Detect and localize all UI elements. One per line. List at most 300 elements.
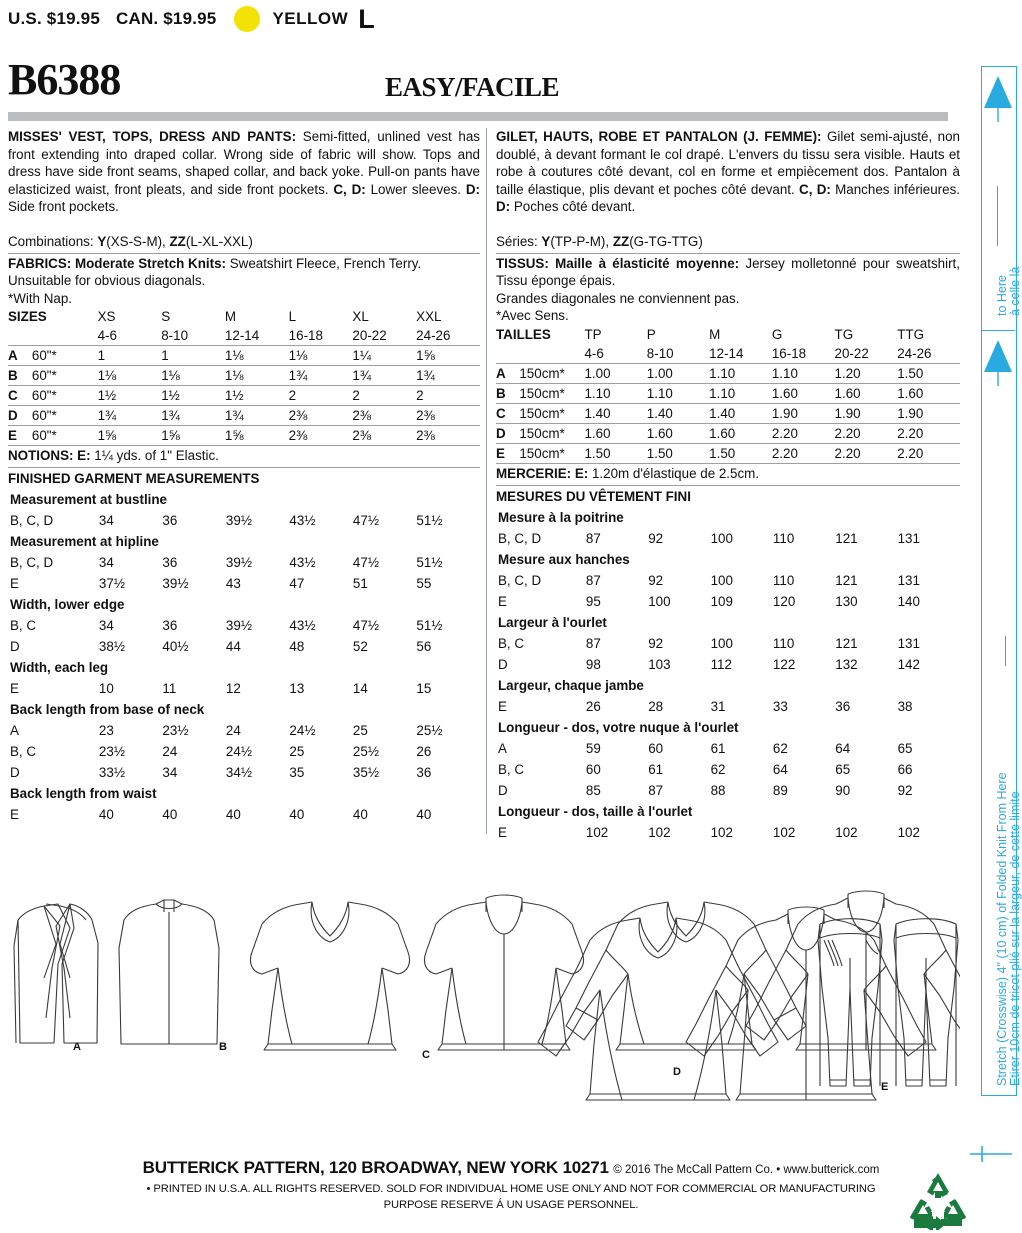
measure-value: 102: [772, 824, 796, 840]
fabric-width: 150cm*: [519, 383, 584, 403]
table-row: [496, 443, 960, 463]
size-name-5: TTG: [897, 326, 924, 342]
yardage-value: 2.20: [835, 423, 898, 443]
table-row: [10, 721, 478, 740]
size-number-5: 24-26: [416, 326, 480, 346]
yardage-value: 1.00: [584, 363, 646, 383]
measure-value: 35½: [352, 765, 379, 781]
combinations-label: Combinations:: [8, 233, 98, 249]
combo-y-code: Y: [541, 233, 551, 249]
measure-value: 64: [835, 740, 851, 756]
french-fgm-title: MESURES DU VÊTEMENT FINI: [496, 488, 691, 504]
recycle-icon: [908, 1172, 968, 1230]
measure-value: 36: [162, 555, 178, 571]
fabric-width: 60"*: [32, 386, 98, 406]
measure-value: 51½: [416, 555, 443, 571]
measure-value: 43½: [289, 513, 316, 529]
measure-value: 51: [352, 576, 368, 592]
french-fm-body: [498, 508, 958, 842]
measure-value: 39½: [225, 618, 252, 634]
column-divider: [486, 128, 487, 834]
size-name-2: M: [224, 309, 237, 325]
measure-value: 36: [835, 698, 851, 714]
stretch-arrow-up-mid-icon: [983, 338, 1013, 386]
measure-group-title: Largeur, chaque jambe: [498, 677, 644, 693]
measure-value: 23½: [162, 723, 189, 739]
stretch-arrow-up-top-icon: [983, 74, 1013, 122]
measure-value: 23½: [98, 744, 125, 760]
measure-value: 40½: [162, 639, 189, 655]
english-fabrics: [8, 255, 480, 273]
yardage-value: 1⅛: [225, 366, 289, 386]
combo-zz-sizes: (G-TG-TTG): [629, 233, 703, 249]
copyright-and-website: © 2016 The McCall Pattern Co. • www.butterick.com: [613, 1164, 880, 1176]
yardage-value: 1.40: [584, 403, 646, 423]
size-number-0: 4-6: [584, 344, 646, 364]
english-notions: [8, 446, 480, 465]
page-title: B6388: [8, 55, 121, 104]
row-label: B, C, D: [498, 572, 542, 588]
spacer: [8, 216, 480, 233]
table-row: [496, 423, 960, 443]
yardage-value: 1.10: [772, 363, 835, 383]
table-row: [496, 403, 960, 423]
yardage-value: 1¾: [225, 406, 289, 426]
measure-value: 40: [289, 807, 305, 823]
measure-group-title-row: [10, 658, 478, 677]
row-label: A: [498, 740, 507, 756]
yardage-value: 1⅛: [98, 366, 162, 386]
measure-value: 51½: [416, 513, 443, 529]
french-combinations: [496, 233, 960, 251]
row-label: E: [10, 681, 19, 697]
yardage-value: 1¾: [289, 366, 353, 386]
measure-value: 26: [585, 698, 601, 714]
french-column: [496, 128, 960, 844]
yardage-value: 1½: [225, 386, 289, 406]
rule: [496, 253, 960, 254]
view-letter: D: [496, 423, 519, 443]
measure-value: 66: [897, 761, 913, 777]
combo-y-code: Y: [97, 233, 107, 249]
row-label: E: [498, 593, 507, 609]
yardage-header-numbers: [496, 344, 960, 364]
yardage-value: 1.10: [584, 383, 646, 403]
measure-value: 102: [710, 824, 733, 840]
row-label: D: [498, 782, 508, 798]
yardage-value: 1.00: [647, 363, 709, 383]
view-letter: E: [496, 443, 519, 463]
measure-value: 52: [352, 639, 368, 655]
fabric-width: 60"*: [32, 426, 98, 446]
view-label-a: A: [73, 1041, 81, 1053]
measure-value: 39½: [225, 513, 252, 529]
yardage-value: 1.60: [772, 383, 835, 403]
stretch-gauge-midline: [981, 330, 1015, 331]
measure-value: 90: [835, 782, 851, 798]
combo-zz-code: ZZ: [169, 233, 186, 249]
french-notions: [496, 464, 960, 483]
notions-text: 1¼ yds. of 1" Elastic.: [90, 448, 219, 464]
yardage-value: 2⅜: [416, 406, 480, 426]
measure-group-title-row: [498, 550, 958, 569]
table-row: [8, 346, 480, 366]
notions-label: MERCERIE: E:: [496, 465, 589, 481]
measure-group-title: Longueur - dos, votre nuque à l'ourlet: [498, 719, 739, 735]
drawing-view-e-back: [894, 919, 958, 1086]
french-description: [496, 128, 960, 216]
measure-value: 61: [648, 761, 664, 777]
yardage-value: 1⅛: [289, 346, 353, 366]
english-column: [8, 128, 480, 826]
measure-value: 140: [897, 593, 920, 609]
measure-value: 87: [648, 782, 664, 798]
size-number-3: 16-18: [772, 344, 835, 364]
table-row: [10, 763, 478, 782]
view-letter: E: [8, 426, 32, 446]
price-bar: [8, 3, 375, 34]
table-row: [10, 679, 478, 698]
measure-value: 48: [289, 639, 305, 655]
french-view-d: D:: [496, 199, 511, 215]
view-letter: B: [8, 366, 32, 386]
yardage-value: 1⅛: [161, 366, 225, 386]
measure-group-title: Back length from waist: [10, 786, 157, 802]
french-views-cd: C, D:: [799, 181, 831, 197]
table-row: [10, 553, 478, 572]
measure-value: 25: [289, 744, 305, 760]
english-description-title: MISSES' VEST, TOPS, DRESS AND PANTS:: [8, 129, 297, 144]
yardage-value: 2.20: [897, 443, 960, 463]
view-label-d: D: [673, 1066, 681, 1078]
measure-value: 89: [772, 782, 788, 798]
rule: [8, 467, 480, 468]
size-number-1: 8-10: [161, 326, 225, 346]
english-view-d: D:: [465, 181, 480, 197]
measure-value: 23: [98, 723, 114, 739]
yardage-value: 1.60: [835, 383, 898, 403]
yardage-value: 1.50: [584, 443, 646, 463]
measure-group-title-row: [498, 676, 958, 695]
english-fgm-title: FINISHED GARMENT MEASUREMENTS: [8, 471, 260, 487]
measure-value: 43½: [289, 618, 316, 634]
table-row: [10, 511, 478, 530]
measure-group-title-row: [10, 784, 478, 803]
english-nap-note: *With Nap.: [8, 290, 72, 306]
measure-group-title-row: [498, 718, 958, 737]
fabrics-body: Sweatshirt Fleece, French Terry.: [226, 255, 422, 271]
measure-value: 131: [897, 530, 920, 546]
yardage-value: 2.20: [772, 423, 835, 443]
measure-value: 24: [225, 723, 241, 739]
row-label: A: [10, 723, 19, 739]
row-label: B, C, D: [10, 555, 54, 571]
rule: [496, 485, 960, 486]
measure-value: 43½: [289, 555, 316, 571]
size-name-5: XXL: [416, 309, 442, 325]
size-name-1: S: [161, 309, 171, 325]
measure-value: 87: [585, 635, 601, 651]
measure-value: 36: [416, 765, 432, 781]
measure-value: 87: [585, 530, 601, 546]
combo-zz-sizes: (L-XL-XXL): [185, 233, 253, 249]
measure-value: 33½: [98, 765, 125, 781]
measure-value: 47: [289, 576, 305, 592]
measure-value: 110: [772, 635, 795, 651]
size-name-3: G: [771, 326, 783, 342]
french-finished-measurements: [496, 506, 960, 844]
gauge-upper-label-en: to Here: [995, 275, 1009, 316]
english-tail-1: Lower sleeves.: [365, 181, 466, 197]
table-row: [496, 363, 960, 383]
yardage-value: 1¾: [416, 366, 480, 386]
measure-value: 37½: [98, 576, 125, 592]
yardage-value: 2.20: [835, 443, 898, 463]
measure-value: 34: [98, 513, 114, 529]
yardage-header-names: [8, 307, 480, 326]
measure-value: 62: [772, 740, 788, 756]
measure-value: 102: [835, 824, 858, 840]
fabrics-body: Jersey molletonné pour sweatshirt, Tissu éponge épais.: [496, 255, 960, 289]
yardage-value: 1.40: [709, 403, 772, 423]
row-label: E: [498, 698, 507, 714]
table-row: [10, 742, 478, 761]
yardage-value: 2⅜: [289, 426, 353, 446]
measure-value: 59: [585, 740, 601, 756]
measure-value: 39½: [225, 555, 252, 571]
view-label-e: E: [881, 1081, 889, 1093]
yardage-value: 1.40: [647, 403, 709, 423]
measure-value: 28: [648, 698, 664, 714]
spacer: [496, 216, 960, 233]
yardage-value: 2⅜: [352, 426, 416, 446]
gauge-tick: [997, 186, 998, 246]
measure-value: 131: [897, 572, 920, 588]
measure-value: 110: [772, 572, 795, 588]
yardage-value: 1¼: [352, 346, 416, 366]
measure-value: 35: [289, 765, 305, 781]
measure-value: 44: [225, 639, 241, 655]
measure-value: 34: [162, 765, 178, 781]
measure-value: 102: [897, 824, 920, 840]
measure-group-title-row: [10, 490, 478, 509]
table-row: [498, 739, 958, 758]
size-name-1: P: [646, 326, 656, 342]
row-label: D: [10, 639, 20, 655]
yardage-value: 1.50: [647, 443, 709, 463]
measure-value: 39½: [162, 576, 189, 592]
yardage-value: 1.10: [709, 363, 772, 383]
measure-group-title: Back length from base of neck: [10, 702, 205, 718]
measure-value: 25½: [416, 723, 443, 739]
fabric-width: 150cm*: [519, 363, 584, 383]
measure-value: 142: [897, 656, 920, 672]
measure-value: 122: [772, 656, 796, 672]
measure-group-title: Measurement at hipline: [10, 534, 159, 550]
measure-value: 13: [289, 681, 305, 697]
gauge-lower-label-fr: Etirer 10cm de tricot plié sur la largeur, de cette limite: [1008, 791, 1022, 1086]
measure-value: 33: [772, 698, 788, 714]
measure-value: 40: [162, 807, 178, 823]
size-name-4: TG: [834, 326, 854, 342]
row-label: D: [498, 656, 508, 672]
fabric-width: 150cm*: [519, 403, 584, 423]
size-number-2: 12-14: [709, 344, 772, 364]
rule: [8, 253, 480, 254]
yardage-value: 1.60: [709, 423, 772, 443]
row-label: E: [10, 576, 19, 592]
yardage-value: 2: [289, 386, 353, 406]
english-views-cd: C, D:: [333, 181, 366, 197]
measure-value: 36: [162, 618, 178, 634]
size-number-0: 4-6: [98, 326, 162, 346]
measure-group-title: Largeur à l'ourlet: [498, 614, 607, 630]
view-letter: D: [8, 406, 32, 426]
table-row: [498, 571, 958, 590]
combinations-label: Séries:: [496, 233, 542, 249]
combo-y-sizes: (XS-S-M),: [106, 233, 170, 249]
size-number-3: 16-18: [289, 326, 353, 346]
measure-value: 34½: [225, 765, 252, 781]
view-label-c: C: [422, 1049, 430, 1061]
measure-value: 121: [835, 530, 858, 546]
english-combinations: [8, 233, 480, 251]
measure-value: 51½: [416, 618, 443, 634]
size-number-4: 20-22: [835, 344, 898, 364]
sizes-label: SIZES: [8, 309, 47, 325]
footer: [0, 1158, 1022, 1211]
stretch-gauge: [975, 66, 1021, 1156]
notions-label: NOTIONS: E:: [8, 448, 91, 464]
fabric-width: 150cm*: [519, 443, 584, 463]
difficulty-label: EASY/FACILE: [385, 72, 560, 102]
yardage-value: 2: [416, 386, 480, 406]
table-row: [10, 574, 478, 593]
yardage-value: 2⅜: [352, 406, 416, 426]
measure-value: 47½: [352, 618, 379, 634]
measure-value: 92: [648, 530, 664, 546]
measure-value: 100: [710, 572, 733, 588]
measure-group-title: Mesure à la poitrine: [498, 509, 624, 525]
english-fabrics-note: Unsuitable for obvious diagonals.: [8, 273, 206, 289]
gauge-upper-label-fr: à celle là: [1008, 266, 1022, 316]
yardage-value: 1¾: [161, 406, 225, 426]
table-row: [10, 616, 478, 635]
gauge-tick: [1005, 636, 1006, 666]
french-fabrics-note: Grandes diagonales ne conviennent pas.: [496, 290, 740, 306]
measure-value: 11: [162, 681, 177, 697]
measure-value: 36: [162, 513, 178, 529]
blank-cell: [8, 326, 98, 346]
french-tail-2: Poches côté devant.: [510, 199, 636, 215]
measure-value: 14: [352, 681, 368, 697]
view-letter: A: [496, 363, 519, 383]
size-name-0: TP: [584, 326, 602, 342]
measure-value: 56: [416, 639, 432, 655]
measure-value: 120: [772, 593, 796, 609]
view-letter: B: [496, 383, 519, 403]
yardage-value: 1¾: [352, 366, 416, 386]
table-row: [498, 634, 958, 653]
view-letter: A: [8, 346, 32, 366]
measure-value: 95: [585, 593, 601, 609]
measure-value: 25½: [352, 744, 379, 760]
yardage-value: 1.90: [772, 403, 835, 423]
row-label: B, C: [498, 635, 525, 651]
row-label: B, C: [10, 618, 37, 634]
english-yardage-table: [8, 307, 480, 446]
measure-value: 26: [416, 744, 432, 760]
can-price: CAN. $19.95: [115, 9, 217, 28]
row-label: E: [10, 807, 19, 823]
measure-group-title-row: [10, 532, 478, 551]
measure-value: 40: [416, 807, 432, 823]
measure-value: 103: [648, 656, 671, 672]
color-label: YELLOW: [272, 9, 349, 28]
english-description-body: Semi-fitted, unlined vest has front extending into draped collar. Wrong side of fabric will show. Tops and dress have side front seams, shaped collar, and back yoke. Pull-on pants have elasticized waist, front pleats, and side front pockets.: [8, 129, 480, 197]
fabric-width: 60"*: [32, 346, 98, 366]
measure-value: 65: [897, 740, 913, 756]
size-letter: L: [358, 3, 375, 34]
measure-value: 40: [352, 807, 368, 823]
measure-value: 132: [835, 656, 858, 672]
yardage-value: 1⅝: [161, 426, 225, 446]
table-row: [498, 781, 958, 800]
measure-value: 15: [416, 681, 432, 697]
table-row: [498, 529, 958, 548]
view-letter: C: [8, 386, 32, 406]
english-fm-body: [10, 490, 478, 824]
table-row: [10, 805, 478, 824]
measure-group-title-row: [10, 700, 478, 719]
table-row: [496, 383, 960, 403]
yardage-value: 1.20: [835, 363, 898, 383]
table-row: [8, 366, 480, 386]
yardage-value: 1⅛: [225, 346, 289, 366]
measure-value: 100: [710, 635, 733, 651]
measure-value: 61: [710, 740, 726, 756]
table-row: [498, 655, 958, 674]
yardage-value: 1⅝: [225, 426, 289, 446]
yardage-value: 2⅜: [289, 406, 353, 426]
measure-value: 24½: [225, 744, 252, 760]
measure-value: 88: [710, 782, 726, 798]
french-description-title: GILET, HAUTS, ROBE ET PANTALON (J. FEMME):: [496, 129, 822, 144]
footer-line-1: [0, 1158, 1022, 1178]
size-number-2: 12-14: [225, 326, 289, 346]
table-row: [10, 637, 478, 656]
yardage-value: 1: [161, 346, 225, 366]
row-label: B, C, D: [498, 530, 542, 546]
english-finished-measurements: [8, 488, 480, 826]
measure-value: 85: [585, 782, 601, 798]
blank-cell: [496, 344, 584, 364]
notions-text: 1.20m d'élastique de 2.5cm.: [588, 465, 760, 481]
measure-value: 38½: [98, 639, 125, 655]
french-nap-note: *Avec Sens.: [496, 308, 569, 324]
measure-value: 121: [835, 635, 858, 651]
yardage-value: 1.50: [897, 363, 960, 383]
measure-value: 92: [648, 572, 664, 588]
measure-group-title-row: [498, 613, 958, 632]
french-yardage-table: [496, 325, 960, 464]
line-drawings-svg-2: [0, 868, 960, 1108]
row-label: B, C: [10, 744, 37, 760]
measure-value: 55: [416, 576, 432, 592]
table-row: [498, 697, 958, 716]
divider-bar: [8, 112, 948, 121]
row-label: B, C, D: [10, 513, 54, 529]
